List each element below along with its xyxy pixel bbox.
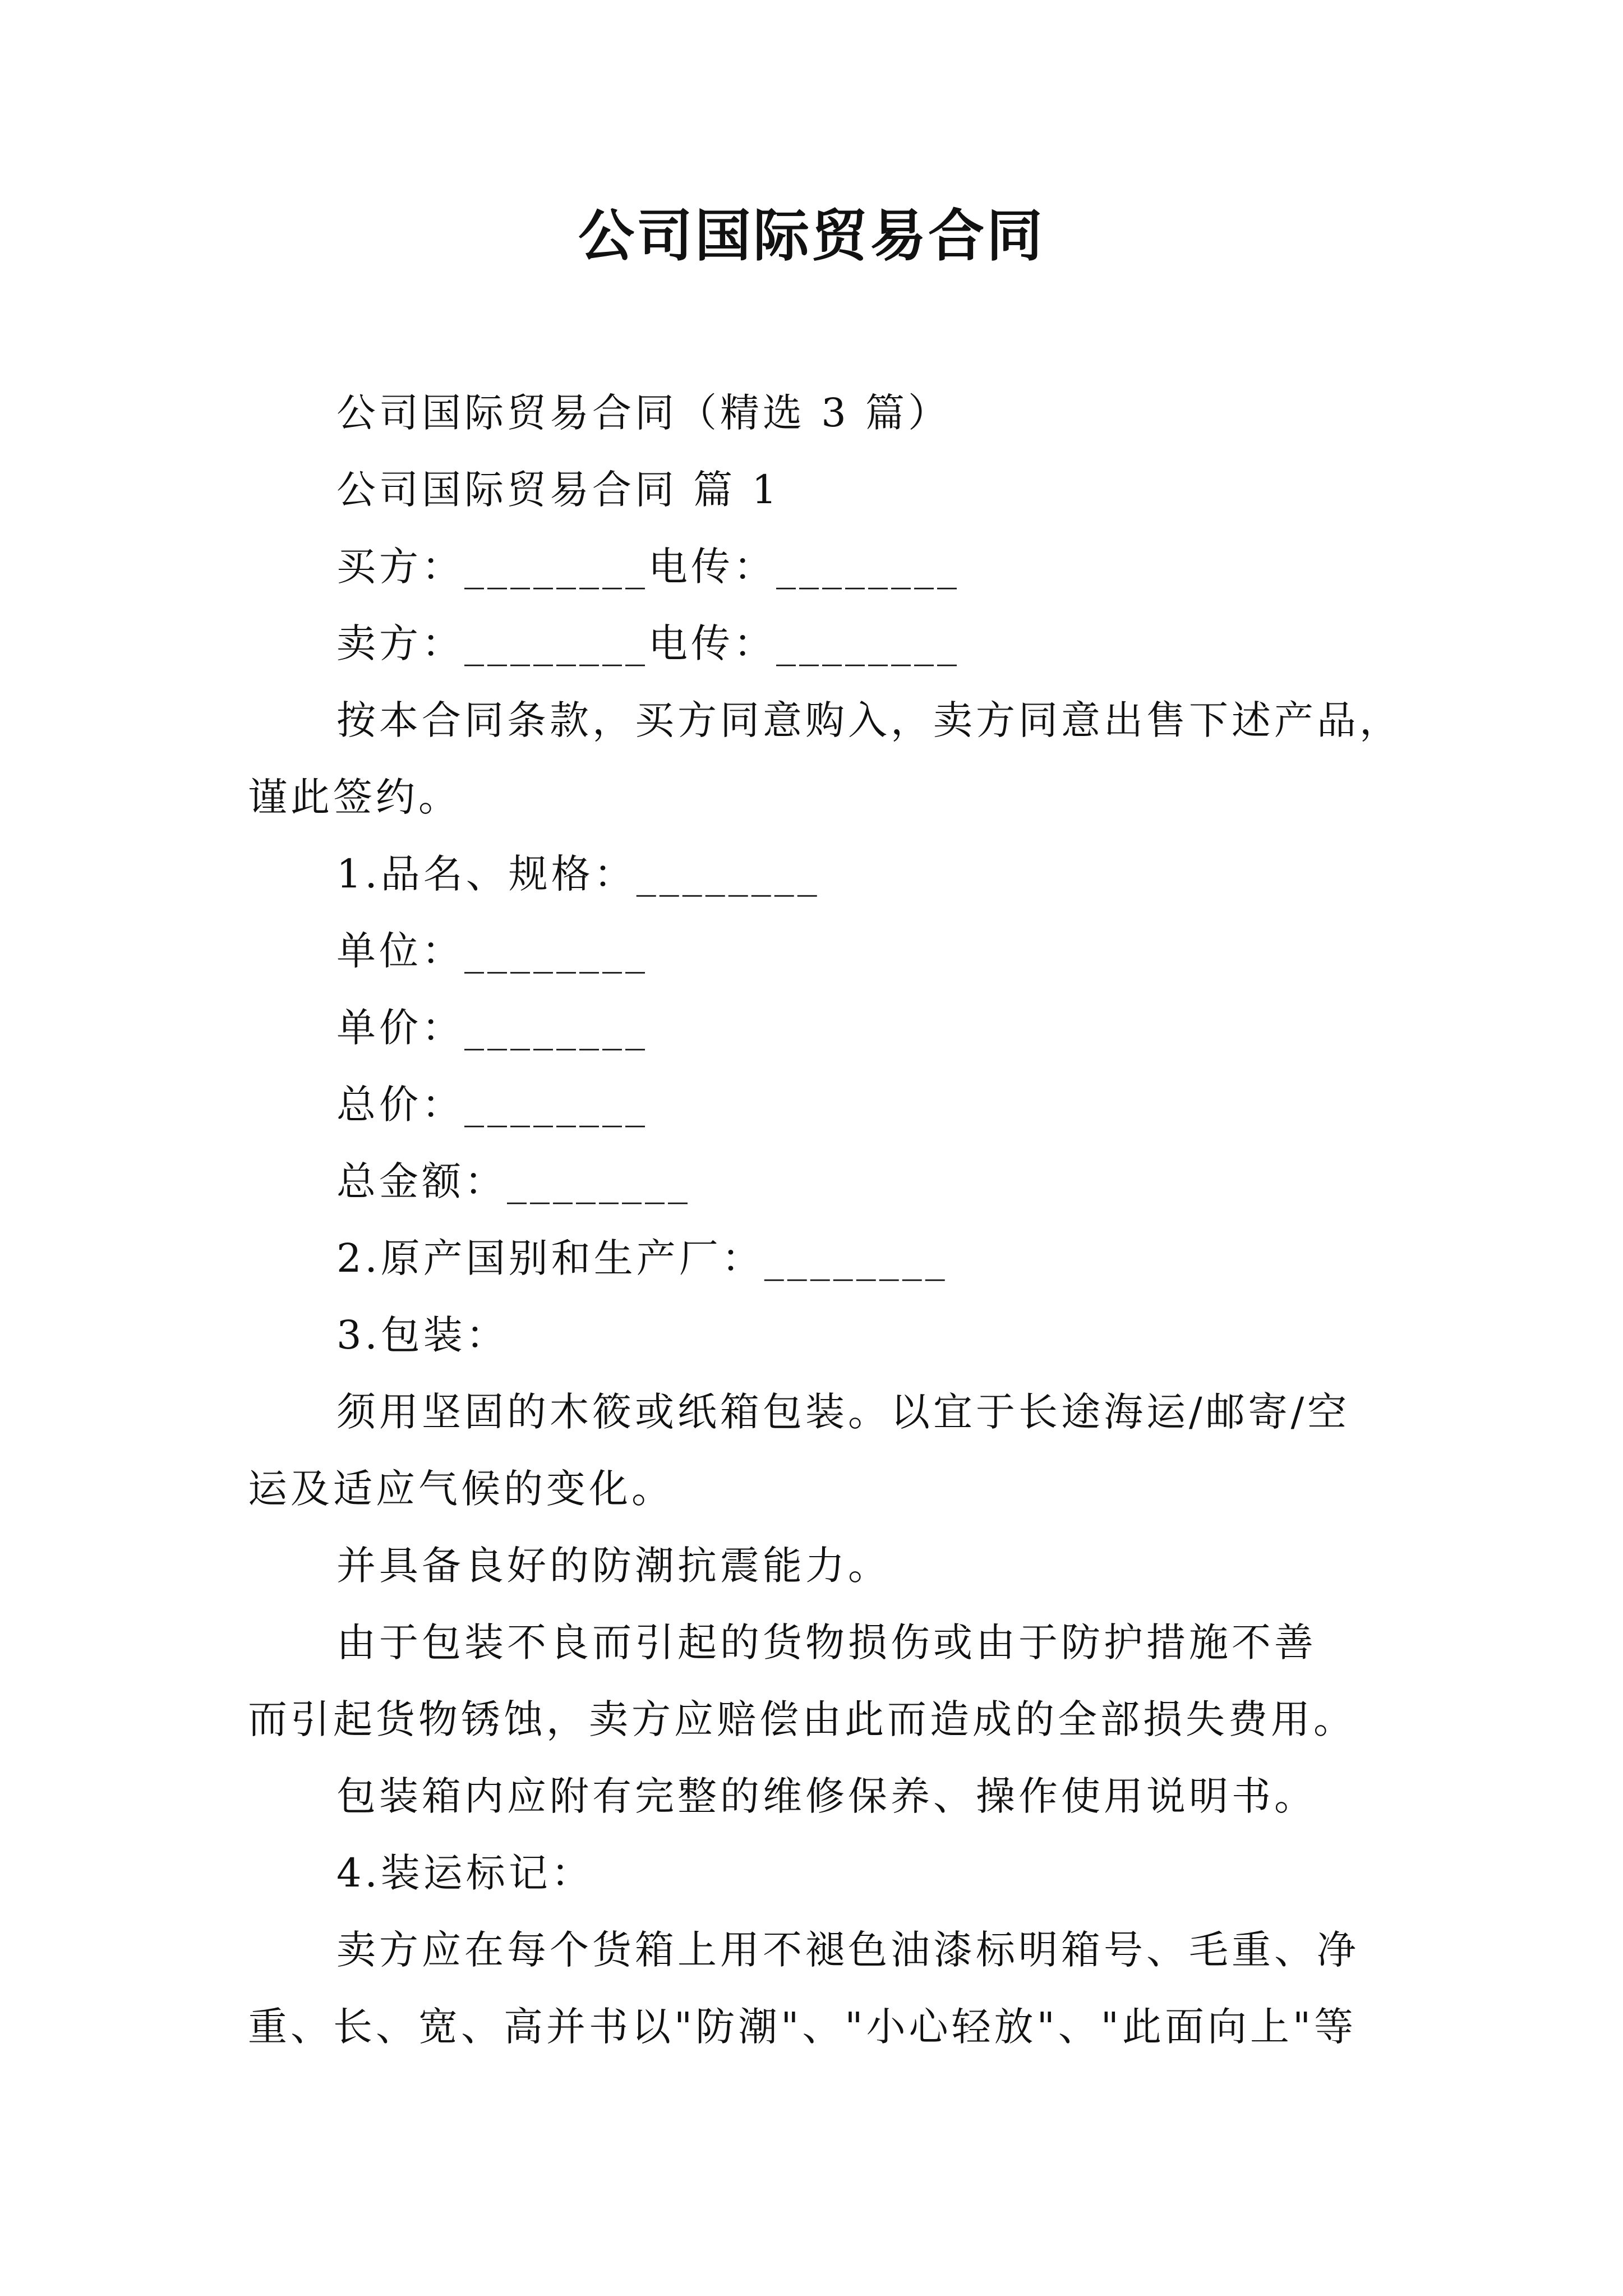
text-line: 重、长、宽、高并书以"防潮"、"小心轻放"、"此面向上"等 bbox=[248, 2004, 1357, 2050]
text-line: 公司国际贸易合同（精选 3 篇） bbox=[336, 390, 951, 436]
text-line: 卖方：________电传：________ bbox=[336, 620, 960, 666]
text-line: 而引起货物锈蚀，卖方应赔偿由此而造成的全部损失费用。 bbox=[248, 1696, 1356, 1742]
text-line: 总价：________ bbox=[336, 1082, 648, 1128]
text-line: 谨此签约。 bbox=[248, 774, 461, 820]
text-line: 单位：________ bbox=[336, 928, 648, 974]
text-line: 由于包装不良而引起的货物损伤或由于防护措施不善 bbox=[336, 1619, 1317, 1665]
text-line: 包装箱内应附有完整的维修保养、操作使用说明书。 bbox=[336, 1773, 1317, 1819]
text-line: 3.包装： bbox=[336, 1312, 509, 1358]
text-line: 须用坚固的木筱或纸箱包装。以宜于长途海运/邮寄/空 bbox=[336, 1389, 1350, 1435]
text-line: 公司国际贸易合同 篇 1 bbox=[336, 467, 781, 513]
text-line: 1.品名、规格：________ bbox=[336, 851, 820, 897]
document-body bbox=[248, 375, 1402, 2065]
text-line: 单价：________ bbox=[336, 1005, 648, 1051]
text-line: 卖方应在每个货箱上用不褪色油漆标明箱号、毛重、净 bbox=[336, 1927, 1359, 1973]
text-line: 买方：________电传：________ bbox=[336, 544, 960, 590]
text-line: 4.装运标记： bbox=[336, 1850, 594, 1896]
text-line: 并具备良好的防潮抗震能力。 bbox=[336, 1543, 891, 1589]
text-line: 2.原产国别和生产厂：________ bbox=[336, 1235, 948, 1281]
document-title: 公司国际贸易合同 bbox=[578, 203, 1045, 269]
text-line: 运及适应气候的变化。 bbox=[248, 1466, 674, 1512]
text-line: 总金额：________ bbox=[336, 1158, 691, 1204]
text-line: 按本合同条款，买方同意购入，卖方同意出售下述产品， bbox=[336, 697, 1402, 743]
